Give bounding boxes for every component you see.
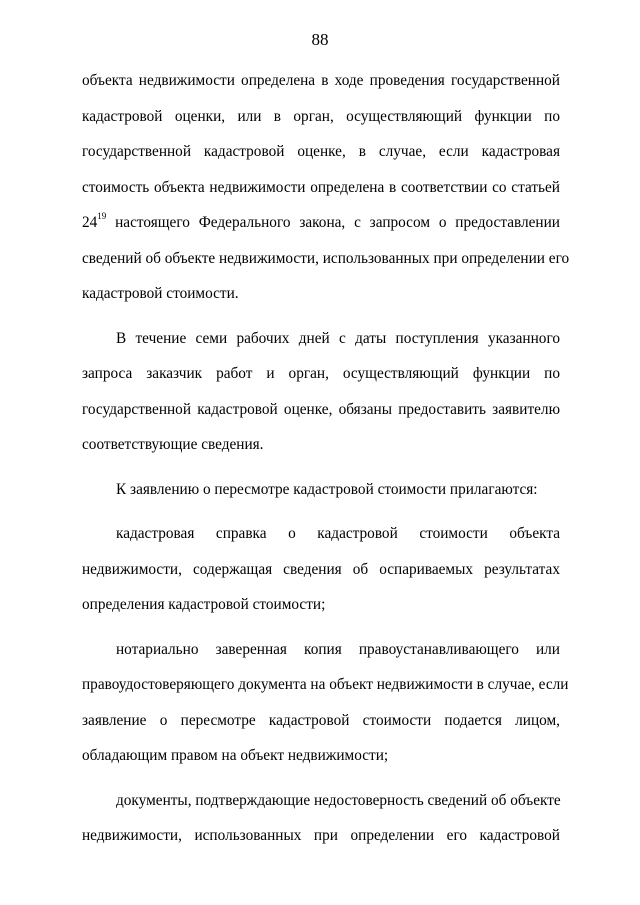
text-line: объекта недвижимости определена в ходе проведения государственной <box>82 72 560 89</box>
article-number: 24 <box>82 214 98 231</box>
text-line: нотариально заверенная копия правоустанавливающего или <box>116 640 560 658</box>
line-text: настоящего Федерального закона, с запросом о предоставлении <box>106 214 560 231</box>
text-line: определения кадастровой стоимости; <box>82 596 326 613</box>
paragraph-attachments-intro <box>82 472 560 508</box>
text-line: соответствующие сведения. <box>82 436 264 453</box>
text-line: обладающим правом на объект недвижимости; <box>82 747 389 764</box>
text-line: кадастровой оценки, или в орган, осуществляющий функции по <box>82 107 560 125</box>
text-line: К заявлению о пересмотре кадастровой стоимости прилагаются: <box>116 480 538 498</box>
text-line: недвижимости, содержащая сведения об оспариваемых результатах <box>82 560 560 578</box>
paragraph-documents <box>82 783 560 854</box>
article-superscript: 19 <box>97 210 107 221</box>
text-line: стоимость объекта недвижимости определена в соответствии со статьей <box>82 178 560 196</box>
text-line: В течение семи рабочих дней с даты поступления указанного <box>116 329 560 347</box>
text-line: запроса заказчик работ и орган, осуществляющий функции по <box>82 365 560 382</box>
text-line: заявление о пересмотре кадастровой стоимости подается лицом, <box>82 711 560 729</box>
text-line: кадастровой стоимости. <box>82 285 239 302</box>
text-line-with-superscript <box>82 205 560 241</box>
paragraph-continuation <box>82 63 570 312</box>
text-line: государственной кадастровой оценке, обязаны предоставить заявителю <box>82 400 560 418</box>
page-number: 88 <box>311 30 329 49</box>
text-line: правоудостоверяющего документа на объект недвижимости в случае, если <box>82 676 569 693</box>
text-line: недвижимости, использованных при определении его кадастровой <box>82 827 560 844</box>
text-line: государственной кадастровой оценке, в случае, если кадастровая <box>82 143 560 160</box>
text-line: документы, подтверждающие недостоверность сведений об объекте <box>116 791 561 809</box>
paragraph-notarized-copy <box>82 632 569 774</box>
text-line: кадастровая справка о кадастровой стоимости объекта <box>116 525 560 542</box>
paragraph-deadline <box>82 321 560 463</box>
paragraph-cadastral-certificate <box>82 516 560 623</box>
document-body <box>82 63 570 854</box>
text-line: сведений об объекте недвижимости, использованных при определении его <box>82 249 570 267</box>
